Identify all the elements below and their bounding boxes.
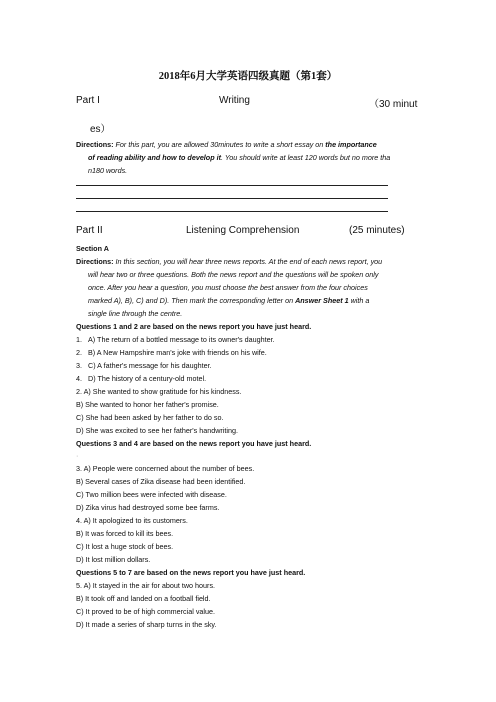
- question-2-option-b: B) She wanted to honor her father's promise.: [76, 400, 219, 409]
- question-5-option-b: B) It took off and landed on a football field.: [76, 594, 211, 603]
- directions2-label: Directions:: [76, 257, 114, 266]
- list-item: 2. B) A New Hampshire man's joke with friends on his wife.: [76, 348, 267, 357]
- part1-label: Part I: [76, 95, 100, 106]
- directions1-line3: n180 words.: [88, 166, 128, 175]
- question-3-option-b: B) Several cases of Zika disease had been identified.: [76, 477, 246, 486]
- section-a-heading: Section A: [76, 244, 109, 253]
- question-4-option-a: 4. A) It apologized to its customers.: [76, 516, 188, 525]
- writing-line-1: [76, 185, 388, 186]
- question-3-option-c: C) Two million bees were infected with disease.: [76, 490, 227, 499]
- question-3-option-d: D) Zika virus had destroyed some bee farms.: [76, 503, 220, 512]
- question-2-option-d: D) She was excited to see her father's handwriting.: [76, 426, 238, 435]
- part1-time: （30 minut: [369, 99, 418, 110]
- list-item: 3. C) A father's message for his daughter.: [76, 361, 212, 370]
- question-2-option-c: C) She had been asked by her father to do so.: [76, 413, 224, 422]
- question-4-option-c: C) It lost a huge stock of bees.: [76, 542, 174, 551]
- page-title: 2018年6月大学英语四级真题（第1套）: [158, 71, 338, 82]
- part2-time: (25 minutes): [349, 225, 405, 236]
- questions-5-7-heading: Questions 5 to 7 are based on the news report you have just heard.: [76, 568, 306, 577]
- writing-line-3: [76, 211, 388, 212]
- question-4-option-b: B) It was forced to kill its bees.: [76, 529, 174, 538]
- part1-time-end: es）: [90, 124, 111, 135]
- question-5-option-d: D) It made a series of sharp turns in the sky.: [76, 620, 217, 629]
- directions1-line1: Directions: For this part, you are allowed 30minutes to write a short essay on the importance: [76, 140, 377, 149]
- questions-1-2-heading: Questions 1 and 2 are based on the news report you have just heard.: [76, 322, 312, 331]
- question-4-option-d: D) It lost million dollars.: [76, 555, 151, 564]
- question-2-option-a: 2. A) She wanted to show gratitude for his kindness.: [76, 387, 242, 396]
- question-3-option-a: 3. A) People were concerned about the number of bees.: [76, 464, 255, 473]
- part2-label: Part II: [76, 225, 103, 236]
- directions2-line3: once. After you hear a question, you must choose the best answer from the four choices: [88, 283, 368, 292]
- directions2-line2: will hear two or three questions. Both the news report and the questions will be spoken only: [88, 270, 379, 279]
- directions2-line5: single line through the centre.: [88, 309, 183, 318]
- list-item: 4. D) The history of a century-old motel.: [76, 374, 207, 383]
- part2-name: Listening Comprehension: [186, 225, 300, 236]
- directions2-line4: marked A), B), C) and D). Then mark the corresponding letter on Answer Sheet 1 with a: [88, 296, 370, 305]
- question-5-option-c: C) It proved to be of high commercial value.: [76, 607, 216, 616]
- question-5-option-a: 5. A) It stayed in the air for about two hours.: [76, 581, 216, 590]
- directions2-line1: Directions: In this section, you will hear three news reports. At the end of each news report, you: [76, 257, 383, 266]
- directions1-label: Directions:: [76, 140, 114, 149]
- stray-mark: ·: [76, 451, 79, 460]
- questions-3-4-heading: Questions 3 and 4 are based on the news report you have just heard.: [76, 439, 312, 448]
- writing-line-2: [76, 198, 388, 199]
- list-item: 1. A) The return of a bottled message to its owner's daughter.: [76, 335, 275, 344]
- part1-name: Writing: [219, 95, 250, 106]
- directions1-line2: of reading ability and how to develop it. You should write at least 120 words but no more tha: [88, 153, 391, 162]
